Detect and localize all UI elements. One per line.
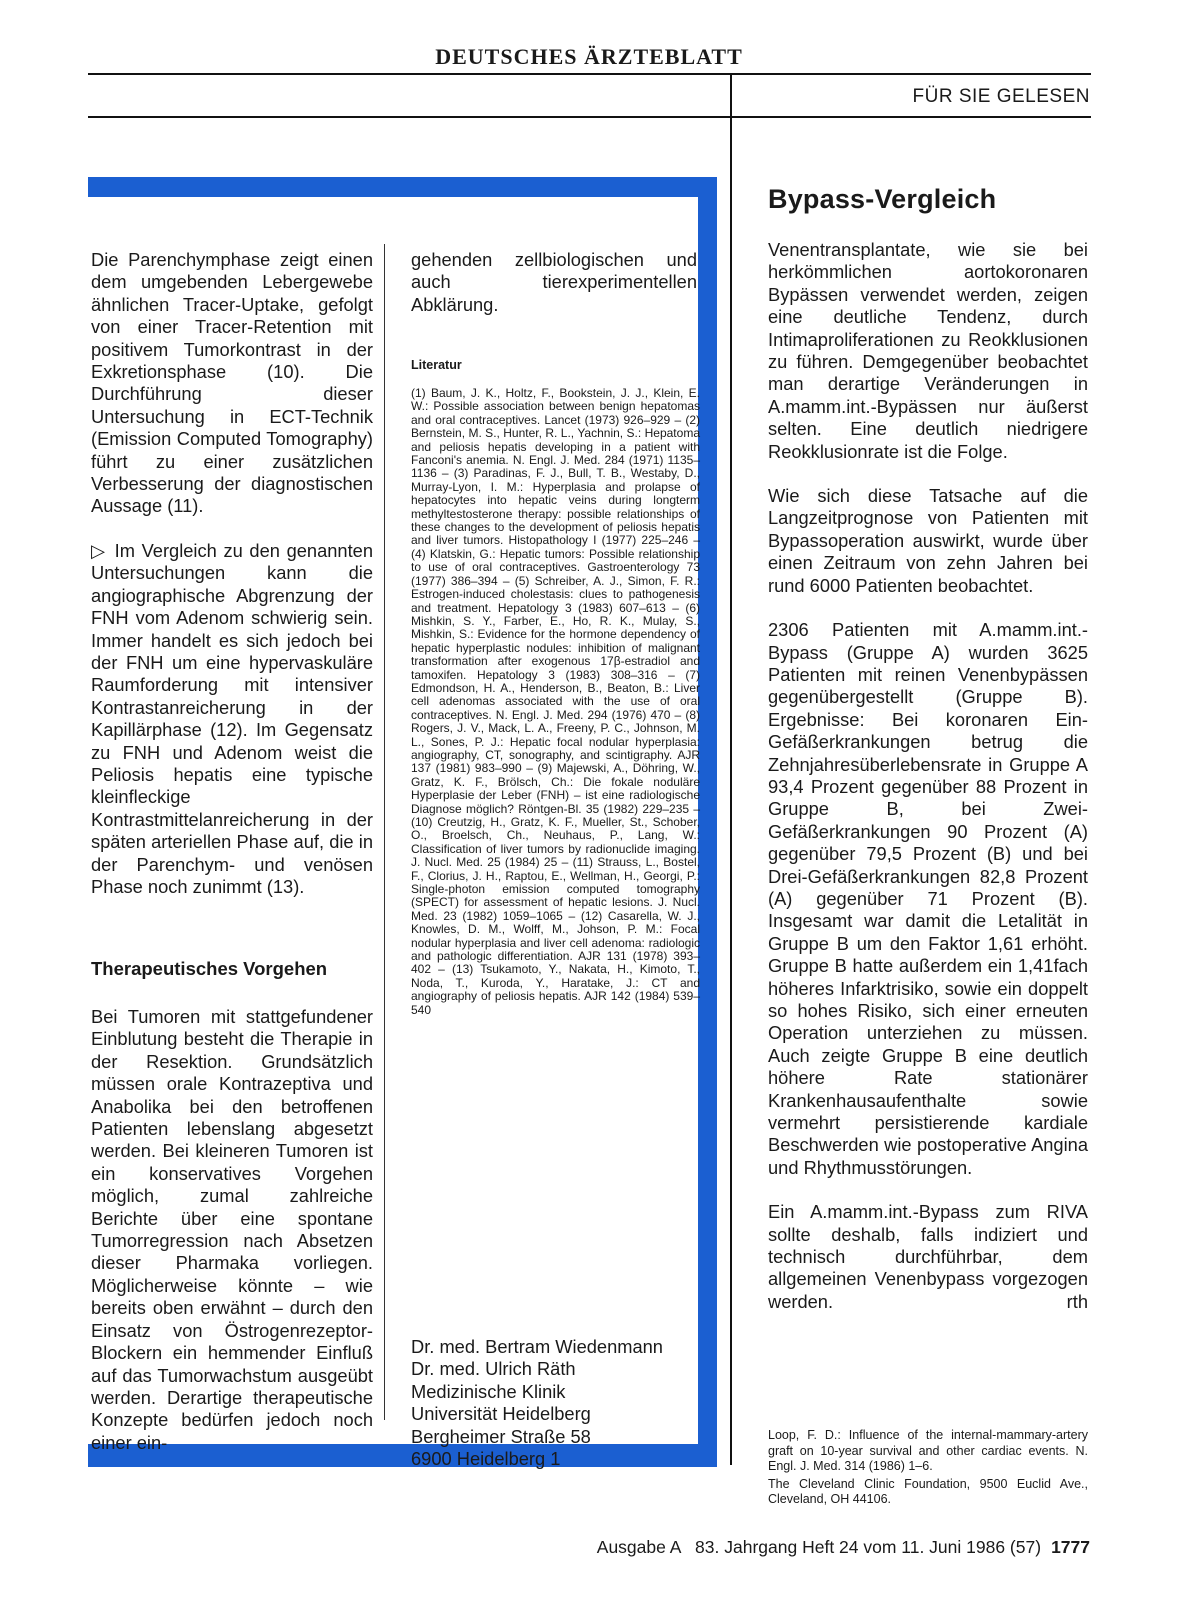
- address-line: Dr. med. Bertram Wiedenmann: [411, 1336, 663, 1357]
- left-article-col2: [411, 249, 697, 316]
- address-line: 6900 Heidelberg 1: [411, 1448, 561, 1470]
- section-label: FÜR SIE GELESEN: [912, 86, 1090, 107]
- paragraph: Venentransplantate, wie sie bei herkömmlichen aortokoronaren Bypässen verwendet werden, zeigen eine deutliche Tendenz, durch Intimaproliferationen zu Reokklusionen zu führen. Demgegenüber beobachtet man derartige Veränderungen in A.mamm.int.-Bypässen nur äußerst selten. Eine deutlich niedrigere Reokklusionrate ist die Folge.: [768, 239, 1088, 462]
- left-article-col1: [91, 249, 373, 898]
- paragraph: Wie sich diese Tatsache auf die Langzeitprognose von Patienten mit Bypassoperation auswirkt, wurde über einen Zeitraum von zehn Jahren bei rund 6000 Patienten beobachtet.: [768, 485, 1088, 596]
- blue-frame-top: [88, 177, 717, 197]
- paragraph-text: Ein A.mamm.int.-Bypass zum RIVA sollte deshalb, falls indiziert und technisch durchführbar, dem allgemeinen Venenbypass vorgezogen werden.: [768, 1201, 1088, 1312]
- right-article-body: [768, 239, 1088, 1313]
- paragraph: Bei Tumoren mit stattgefundener Einblutung besteht die Therapie in der Resektion. Grundsätzlich müssen orale Kontrazeptiva und Anabolika bei den betroffenen Patienten lebenslang abgesetzt werden. Bei kleineren Tumoren ist ein konservatives Vorgehen möglich, zumal zahlreiche Berichte über eine spontane Tumorregression nach Absetzen dieser Pharmaka vorliegen. Möglicherweise könnte – wie bereits oben erwähnt – durch den Einsatz von Östrogenrezeptor-Blockern ein hemmender Einfluß auf das Tumorwachstum ausgeübt werden. Derartige therapeutische Konzepte bedürfen jedoch noch einer ein-: [91, 1006, 373, 1453]
- address-line: Medizinische Klinik: [411, 1380, 566, 1402]
- paragraph: [768, 1201, 1088, 1313]
- reference: The Cleveland Clinic Foundation, 9500 Euclid Ave., Cleveland, OH 44106.: [768, 1476, 1088, 1506]
- header-rule: [88, 116, 1091, 118]
- author-sign: rth: [1066, 1290, 1088, 1312]
- reference: Loop, F. D.: Influence of the internal-mammary-artery graft on 10-year survival and other cardiac events. N. Engl. J. Med. 314 (1986) 1–6.: [768, 1428, 1088, 1473]
- subheading: Therapeutisches Vorgehen: [91, 958, 328, 979]
- column-divider: [730, 73, 732, 1465]
- page-number: 1777: [1051, 1537, 1090, 1557]
- masthead-rule: [88, 73, 1091, 75]
- address-line: Dr. med. Ulrich Räth: [411, 1358, 576, 1380]
- paragraph: Die Parenchymphase zeigt einen dem umgebenden Lebergewebe ähnlichen Tracer-Uptake, gefolgt von einer Tracer-Retention mit positivem Tumorkontrast in der Exkretionsphase (10). Die Durchführung dieser Untersuchung in ECT-Technik (Emission Computed Tomography) führt zu einer zusätzlichen Verbesserung der diagnostischen Aussage (11).: [91, 249, 373, 517]
- right-article-references: [768, 1428, 1088, 1508]
- masthead: DEUTSCHES ÄRZTEBLATT: [435, 44, 743, 69]
- literature-heading: Literatur: [411, 358, 462, 372]
- inner-column-rule: [384, 244, 385, 1420]
- paragraph: [91, 540, 373, 899]
- address-line: Bergheimer Straße 58: [411, 1425, 591, 1447]
- blue-frame-right: [698, 177, 717, 1467]
- page-footer: [500, 1537, 1090, 1558]
- issue-info: Ausgabe A 83. Jahrgang Heft 24 vom 11. Juni 1986 (57): [596, 1537, 1042, 1557]
- triangle-arrow-icon: ▷: [91, 539, 107, 561]
- paragraph-text: Im Vergleich zu den genannten Untersuchungen kann die angiographische Abgrenzung der FNH vom Adenom schwierig sein. Immer handelt es sich jedoch bei der FNH um eine hypervaskuläre Raumforderung mit intensiver Kontrastanreicherung in der Kapillärphase (12). Im Gegensatz zu FNH und Adenom weist die Peliosis hepatis eine typische kleinfleckige Kontrastmittelanreicherung in der späten arteriellen Phase auf, die in der Parenchym- und venösen Phase noch zunimmt (13).: [91, 539, 373, 897]
- literature-list: (1) Baum, J. K., Holtz, F., Bookstein, J. J., Klein, E. W.: Possible association between benign hepatomas and oral contraceptives. Lancet (1973) 926–929 – (2) Bernstein, M. S., Hunter, R. L., Yachnin, S.: Hepatoma and peliosis hepatis developing in a patient with Fanconi's anemia. N. Engl. J. Med. 284 (1971) 1135–1136 – (3) Paradinas, F. J., Bull, T. B., Westaby, D., Murray-Lyon, I. M.: Hyperplasia and prolapse of hepatocytes into hepatic veins during longterm methyltestosterone therapy: possible relationships of these changes to the development of peliosis hepatis and liver tumors. Histopathology I (1977) 225–246 – (4) Klatskin, G.: Hepatic tumors: Possible relationship to use of oral contraceptives. Gastroenterology 73 (1977) 386–394 – (5) Schreiber, A. J., Simon, F. R.: Estrogen-induced cholestasis: clues to pathogenesis and treatment. Hepatology 3 (1983) 607–613 – (6) Mishkin, S. Y., Farber, E., Ho, R. K., Mulay, S., Mishkin, S.: Evidence for the hormone dependency of hepatic hyperplastic nodules: inhibition of malignant transformation after exogenous 17β-estradiol and tamoxifen. Hepatology 3 (1983) 308–316 – (7) Edmondson, H. A., Henderson, B., Beaton, B.: Liver cell adenomas associated with the use of oral contraceptives. N. Engl. J. Med. 294 (1976) 470 – (8) Rogers, J. V., Mack, L. A., Freeny, P. C., Johnson, M. L., Sones, P. J.: Hepatic focal nodular hyperplasia: angiography, CT, sonography, and scintigraphy. AJR 137 (1981) 983–990 – (9) Majewski, A., Döhring, W., Gratz, K. F., Brölsch, Ch.: Die fokale noduläre Hyperplasie der Leber (FNH) – ist eine radiologische Diagnose möglich? Röntgen-Bl. 35 (1982) 229–235 – (10) Creutzig, H., Gratz, K. F., Mueller, St., Schober, O., Broelsch, Ch., Neuhaus, P., Lang, W.: Classification of liver tumors by radionuclide imaging. J. Nucl. Med. 25 (1984) 25 – (11) Strauss, L., Bostel, F., Clorius, J. H., Raptou, E., Wellman, H., Georgi, P.: Single-photon emission computed tomography (SPECT) for assessment of hepatic lesions. J. Nucl. Med. 23 (1982) 1059–1065 – (12) Casarella, W. J., Knowles, D. M., Wolff, M., Johson, P. M.: Focal nodular hyperplasia and liver cell adenoma: radiologic and pathologic differentiation. AJR 131 (1978) 393–402 – (13) Tsukamoto, Y., Nakata, H., Kimoto, T., Noda, T., Kuroda, Y., Haratake, J.: CT and angiography of peliosis hepatis. AJR 142 (1984) 539–540: [411, 386, 700, 1017]
- author-address: [411, 1336, 711, 1470]
- left-article-col1-cont: [91, 1006, 373, 1454]
- paragraph: 2306 Patienten mit A.mamm.int.-Bypass (Gruppe A) wurden 3625 Patienten mit reinen Venenbypässen gegenübergestellt (Gruppe B). Ergebnisse: Bei koronaren Ein-Gefäßerkrankungen betrug die Zehnjahresüberlebensrate in Gruppe A 93,4 Prozent gegenüber 88 Prozent in Gruppe B, bei Zwei-Gefäßerkrankungen 90 Prozent (A) gegenüber 79,5 Prozent (B) und bei Drei-Gefäßerkrankungen 82,8 Prozent (A) gegenüber 71 Prozent (B). Insgesamt war damit die Letalität in Gruppe B um den Faktor 1,61 erhöht. Gruppe B hatte außerdem ein 1,41fach höheres Infarktrisiko, sowie ein doppelt so hohes Risiko, sich einer erneuten Operation unterziehen zu müssen. Auch zeigte Gruppe B eine deutlich höhere Rate stationärer Krankenhausaufenthalte sowie vermehrt persistierende kardiale Beschwerden wie postoperative Angina und Rhythmusstörungen.: [768, 619, 1088, 1178]
- address-line: Universität Heidelberg: [411, 1403, 591, 1425]
- article-title: Bypass-Vergleich: [768, 184, 997, 214]
- paragraph: gehenden zellbiologischen und auch tierexperimentellen Abklärung.: [411, 249, 697, 315]
